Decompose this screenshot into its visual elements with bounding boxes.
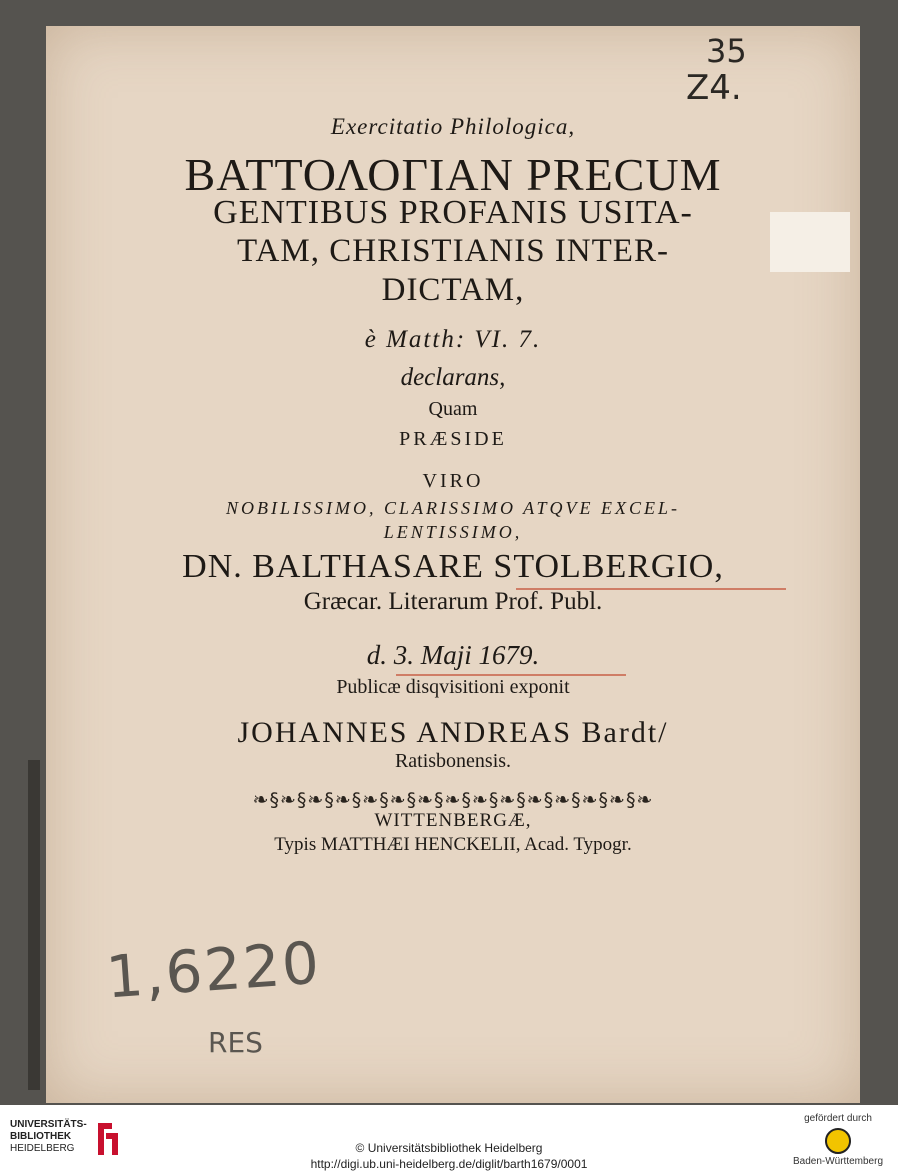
viro-line: VIRO <box>422 470 484 492</box>
page-edge-shadow <box>28 760 40 1090</box>
funder-badge[interactable] <box>790 1113 886 1167</box>
disputation-date: d. 3. Maji 1679. <box>366 640 540 670</box>
copyright-notice: © Universitätsbibliothek Heidelberg <box>355 1141 543 1155</box>
viewer-footer <box>0 1105 898 1173</box>
presider-title: Græcar. Literarum Prof. Publ. <box>303 588 603 615</box>
title-line-2: GENTIBUS PROFANIS USITA- <box>213 194 693 231</box>
title-line-4: DICTAM, <box>381 272 525 308</box>
presider-name: DN. BALTHASARE STOLBERGIO, <box>182 548 724 585</box>
imprint-place: WITTENBERGÆ, <box>374 810 532 831</box>
funded-by-label: gefördert durch <box>804 1113 872 1124</box>
library-name-line-1: UNIVERSITÄTS- <box>10 1119 87 1130</box>
permalink-url[interactable]: http://digi.ub.uni-heidelberg.de/diglit/barth1679/0001 <box>310 1157 588 1171</box>
respondent-name: JOHANNES ANDREAS Bardt/ <box>237 716 669 749</box>
library-name-line-3: HEIDELBERG <box>10 1143 75 1154</box>
publicae-line: Publicæ disqvisitioni exponit <box>336 676 570 698</box>
quam-line: Quam <box>428 398 478 420</box>
title-line-3: TAM, CHRISTIANIS INTER- <box>237 233 669 269</box>
respondent-origin: Ratisbonensis. <box>394 750 512 772</box>
scripture-reference: è Matth: VI. 7. <box>364 326 542 353</box>
ornament-border: ❧§❧§❧§❧§❧§❧§❧§❧§❧§❧§❧§❧§❧§❧§❧ <box>252 789 654 811</box>
funder-name: Baden-Württemberg <box>792 1156 884 1167</box>
imprint-printer: Typis MATTHÆI HENCKELII, Acad. Typogr. <box>274 834 632 855</box>
handwritten-shelfmark: 1,6220 <box>103 928 324 1012</box>
document-page <box>46 26 860 1103</box>
library-name-line-2: BIBLIOTHEK <box>10 1131 72 1142</box>
subtitle-exercitatio: Exercitatio Philologica, <box>330 114 576 139</box>
handwritten-number: 35 <box>706 32 747 70</box>
honorifics-line-1: NOBILISSIMO, CLARISSIMO ATQVE EXCEL- <box>226 498 680 518</box>
declarans-line: declarans, <box>400 364 506 391</box>
handwritten-res: RES <box>208 1026 263 1059</box>
state-coat-of-arms-icon <box>825 1128 851 1154</box>
praeside-line: PRÆSIDE <box>399 428 507 450</box>
title-line-1: ΒΑΤΤΟΛΟΓΙΑΝ PRECUM <box>184 149 722 200</box>
handwritten-number-2: Z4. <box>686 68 742 108</box>
honorifics-line-2: LENTISSIMO, <box>383 522 523 542</box>
